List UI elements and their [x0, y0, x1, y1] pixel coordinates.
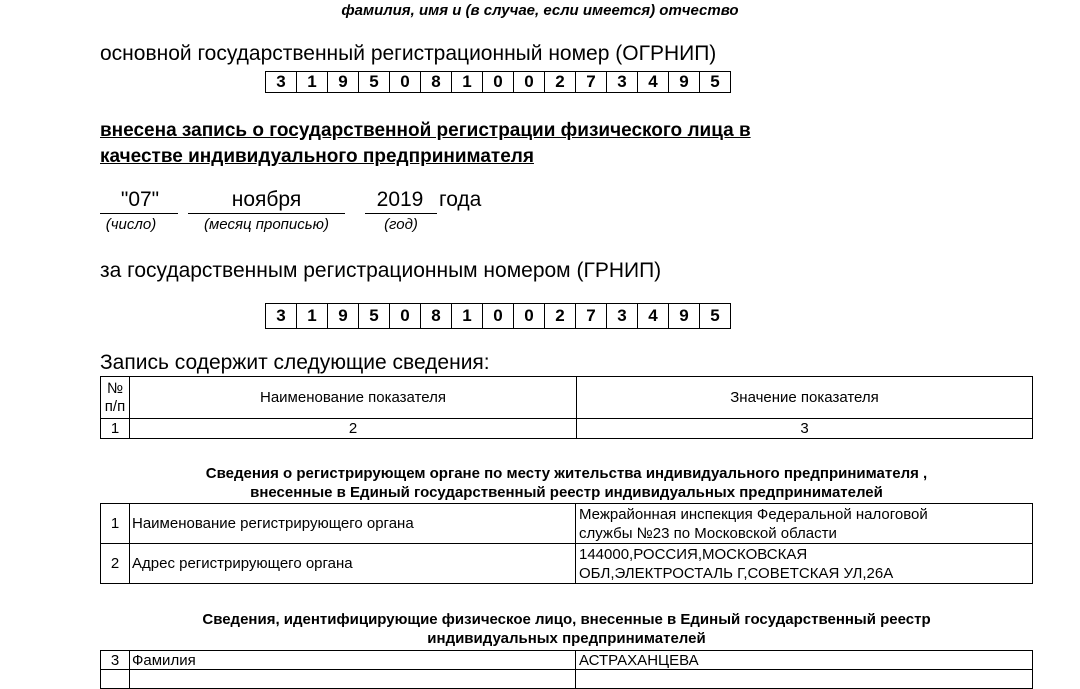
- row-number-clipped: [101, 670, 130, 689]
- header-num-3: 3: [577, 419, 1033, 439]
- digit-cell: 1: [451, 303, 483, 329]
- section1-title: [100, 464, 1033, 502]
- row-value: [576, 504, 1033, 544]
- digit-cell: 1: [451, 71, 483, 93]
- section2-table: [100, 650, 1033, 689]
- digit-cell: 5: [358, 71, 390, 93]
- row-value-clipped: [576, 670, 1033, 689]
- date-year: 2019: [376, 188, 424, 211]
- digit-cell: 5: [699, 303, 731, 329]
- digit-cell: 8: [420, 303, 452, 329]
- digit-cell: 4: [637, 71, 669, 93]
- digit-cell: 0: [389, 71, 421, 93]
- date-year-underline: [365, 213, 437, 214]
- digit-cell: 8: [420, 71, 452, 93]
- date-day: "07": [120, 188, 160, 211]
- digit-cell: 1: [296, 71, 328, 93]
- row-value-line1: 144000,РОССИЯ,МОСКОВСКАЯ: [579, 545, 808, 563]
- grnip-label: за государственным регистрационным номером (ГРНИП): [100, 259, 662, 282]
- row-number: 1: [101, 504, 130, 544]
- grnip-digits: [265, 303, 731, 329]
- row-name-clipped: [130, 670, 576, 689]
- header-col-number-line1: №: [106, 379, 124, 397]
- digit-cell: 0: [482, 303, 514, 329]
- digit-cell: 5: [358, 303, 390, 329]
- header-table: [100, 376, 1033, 439]
- digit-cell: 3: [606, 303, 638, 329]
- digit-cell: 2: [544, 71, 576, 93]
- digit-cell: 4: [637, 303, 669, 329]
- digit-cell: 2: [544, 303, 576, 329]
- digit-cell: 9: [327, 303, 359, 329]
- section1-title-line1: Сведения о регистрирующем органе по месту жительства индивидуального предпринимателя ,: [205, 465, 928, 482]
- fio-caption: фамилия, имя и (в случае, если имеется) отчество: [341, 2, 739, 19]
- row-number: 3: [101, 651, 130, 670]
- header-col-value: Значение показателя: [577, 377, 1033, 419]
- heading-line-2: качестве индивидуального предпринимателя: [100, 146, 534, 167]
- row-value-line2: службы №23 по Московской области: [579, 524, 837, 542]
- date-day-caption: (число): [105, 216, 157, 233]
- digit-cell: 3: [606, 71, 638, 93]
- section1-title-line2: внесенные в Единый государственный реестр индивидуальных предпринимателей: [250, 484, 883, 501]
- row-value-line2: ОБЛ,ЭЛЕКТРОСТАЛЬ Г,СОВЕТСКАЯ УЛ,26А: [579, 564, 894, 582]
- table-row: [101, 670, 1033, 689]
- digit-cell: 0: [389, 303, 421, 329]
- header-num-1: 1: [101, 419, 130, 439]
- digit-cell: 0: [482, 71, 514, 93]
- row-value-line1: Межрайонная инспекция Федеральной налоговой: [579, 505, 928, 523]
- header-col-number: [101, 377, 130, 419]
- row-value: АСТРАХАНЦЕВА: [576, 651, 1033, 670]
- digit-cell: 7: [575, 303, 607, 329]
- date-month-caption: (месяц прописью): [204, 216, 329, 233]
- section2-title-line1: Сведения, идентифицирующие физическое лицо, внесенные в Единый государственный реестр: [202, 611, 931, 628]
- record-intro: Запись содержит следующие сведения:: [100, 351, 490, 374]
- date-month: ноября: [231, 188, 302, 211]
- digit-cell: 3: [265, 303, 297, 329]
- digit-cell: 0: [513, 303, 545, 329]
- ogrnip-label: основной государственный регистрационный номер (ОГРНИП): [100, 42, 717, 65]
- digit-cell: 9: [668, 303, 700, 329]
- table-row: [101, 544, 1033, 584]
- date-year-caption: (год): [384, 216, 418, 233]
- date-day-underline: [100, 213, 178, 214]
- digit-cell: 0: [513, 71, 545, 93]
- date-month-underline: [188, 213, 345, 214]
- table-row: [101, 651, 1033, 670]
- digit-cell: 5: [699, 71, 731, 93]
- digit-cell: 7: [575, 71, 607, 93]
- row-number: 2: [101, 544, 130, 584]
- section2-title: [100, 610, 1033, 648]
- table-row: [101, 504, 1033, 544]
- row-value: [576, 544, 1033, 584]
- digit-cell: 9: [668, 71, 700, 93]
- digit-cell: 3: [265, 71, 297, 93]
- digit-cell: 9: [327, 71, 359, 93]
- row-name: Фамилия: [130, 651, 576, 670]
- ogrnip-digits: [265, 71, 731, 93]
- header-num-2: 2: [130, 419, 577, 439]
- date-suffix: года: [439, 188, 482, 211]
- header-col-name: Наименование показателя: [130, 377, 577, 419]
- heading-line-1: внесена запись о государственной регистрации физического лица в: [100, 120, 751, 141]
- row-name: Наименование регистрирующего органа: [130, 504, 576, 544]
- section2-title-line2: индивидуальных предпринимателей: [427, 630, 706, 647]
- header-col-number-line2: п/п: [104, 397, 126, 415]
- row-name: Адрес регистрирующего органа: [130, 544, 576, 584]
- section1-table: [100, 503, 1033, 584]
- digit-cell: 1: [296, 303, 328, 329]
